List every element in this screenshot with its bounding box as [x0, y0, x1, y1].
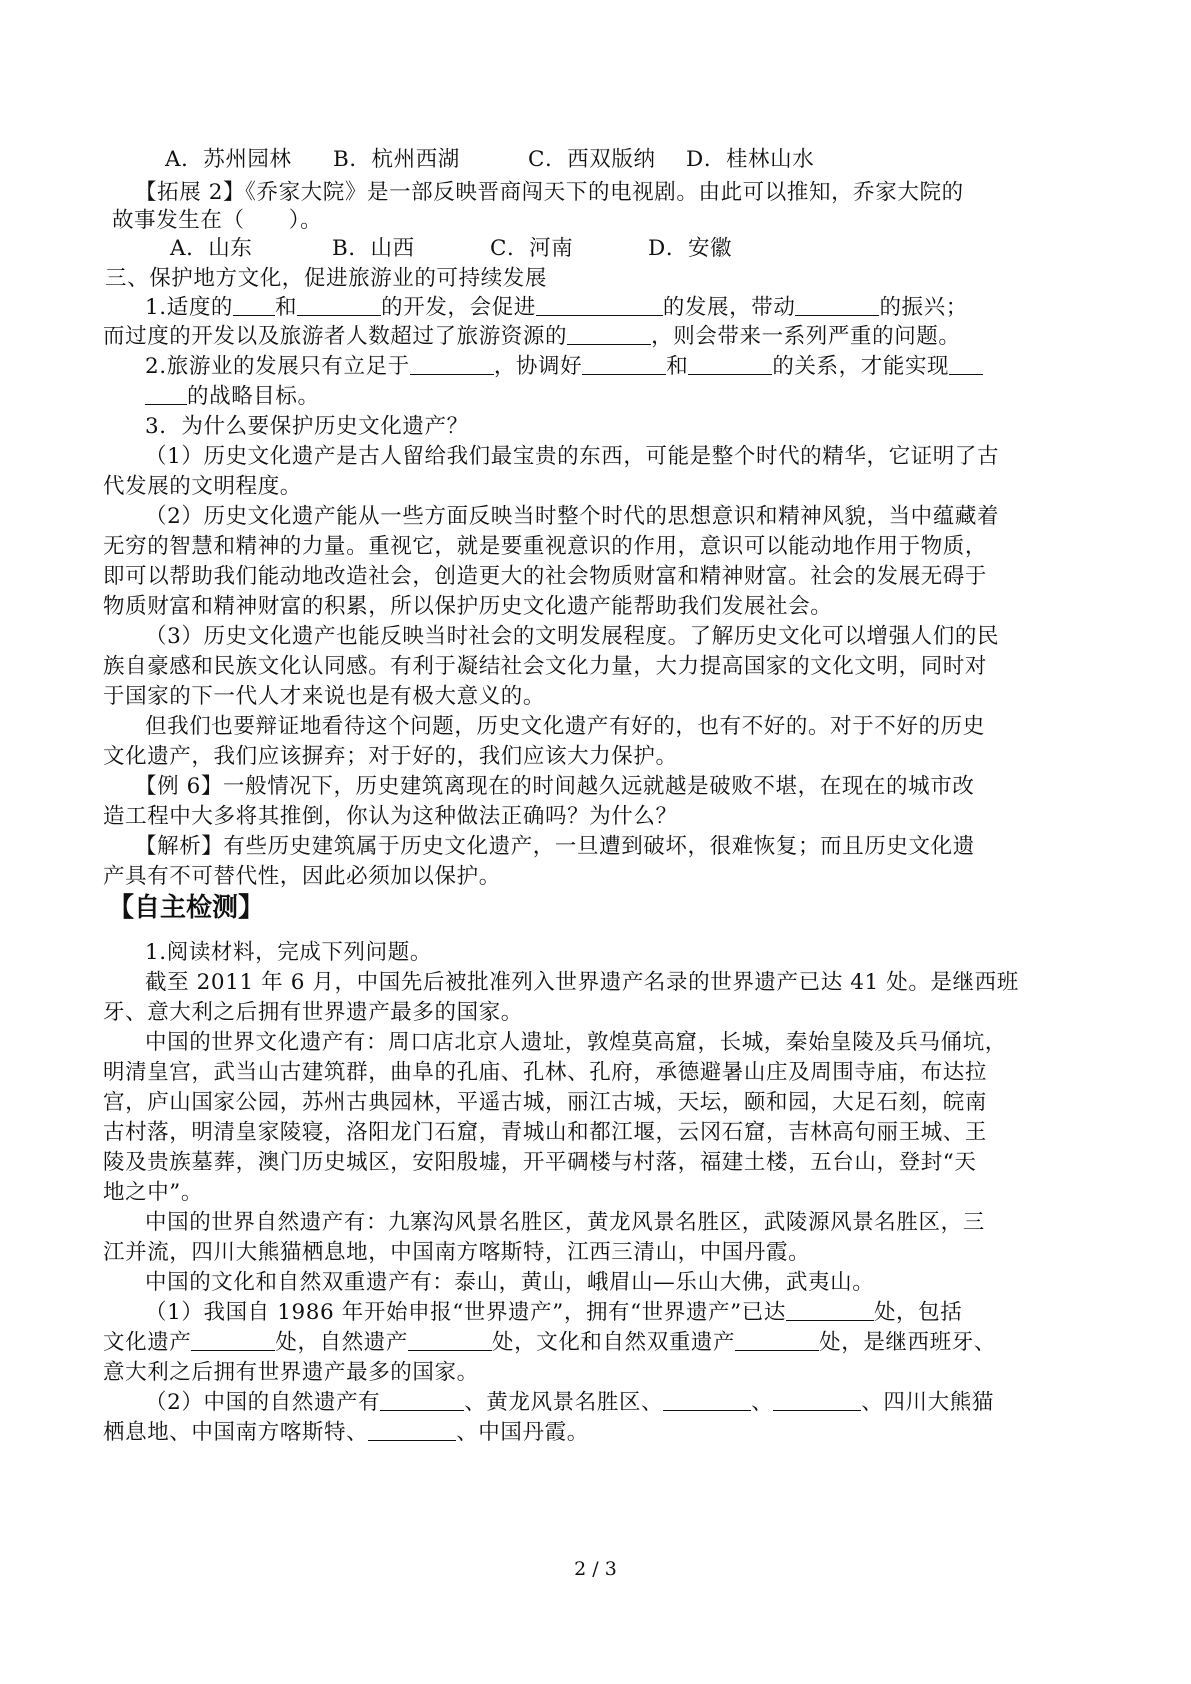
example-6-line1: 【例 6】一般情况下，历史建筑离现在的时间越久远就越是破败不堪，在现在的城市改	[135, 774, 975, 799]
sub-q2-line2: 栖息地、中国南方喀斯特、 、中国丹霞。	[103, 1420, 589, 1445]
reason-2-line4: 物质财富和精神财富的积累，所以保护历史文化遗产能帮助我们发展社会。	[103, 594, 833, 619]
blank[interactable]	[735, 1328, 819, 1351]
options-row-ext2	[170, 232, 1145, 266]
analysis-line1: 【解析】有些历史建筑属于历史文化遗产，一旦遭到破坏，很难恢复；而且历史文化遗	[135, 834, 975, 859]
reason-1-line2: 代发展的文明程度。	[103, 474, 302, 499]
option-b: B．杭州西湖	[333, 147, 460, 172]
section3-title: 三、保护地方文化，促进旅游业的可持续发展	[105, 266, 548, 291]
option-c: C．河南	[490, 236, 574, 261]
blank[interactable]	[191, 1328, 275, 1351]
option-d: D．安徽	[648, 236, 733, 261]
ext2-line1: 【拓展 2】《乔家大院》是一部反映晋商闯天下的电视剧。由此可以推知，乔家大院的	[135, 180, 964, 205]
blank[interactable]	[567, 322, 651, 345]
blank[interactable]	[233, 293, 275, 316]
blank[interactable]	[773, 1388, 861, 1411]
reason-2-line2: 无穷的智慧和精神的力量。重视它，就是要重视意识的作用，意识可以能动地作用于物质，	[103, 534, 988, 559]
blank[interactable]	[410, 352, 494, 375]
reason-2-line1: （2）历史文化遗产能从一些方面反映当时整个时代的思想意识和精神风貌，当中蕴藏着	[145, 504, 1000, 529]
blank[interactable]	[297, 293, 381, 316]
options-row-prev	[165, 143, 1140, 177]
blank[interactable]	[536, 293, 663, 316]
material-2-line1: 中国的世界文化遗产有：周口店北京人遗址，敦煌莫高窟，长城，秦始皇陵及兵马俑坑，	[145, 1030, 1007, 1055]
fill-line-2: 而过度的开发以及旅游者人数超过了旅游资源的 ，则会带来一系列严重的问题。	[103, 324, 961, 349]
sub-q2-line1: （2）中国的自然遗产有 、黄龙风景名胜区、 、 、四川大熊猫	[145, 1390, 994, 1415]
reason-3-line3: 于国家的下一代人才来说也是有极大意义的。	[103, 684, 546, 709]
reason-3-line2: 族自豪感和民族文化认同感。有利于凝结社会文化力量，大力提高国家的文化文明，同时对	[103, 654, 988, 679]
blank[interactable]	[786, 1298, 874, 1321]
option-d: D．桂林山水	[686, 147, 815, 172]
blank[interactable]	[688, 352, 772, 375]
blank[interactable]	[949, 352, 983, 375]
material-4: 中国的文化和自然双重遗产有：泰山，黄山，峨眉山—乐山大佛，武夷山。	[145, 1270, 875, 1295]
self-check-heading: 【自主检测】	[108, 893, 265, 923]
material-2-line2: 明清皇宫，武当山古建筑群，曲阜的孔庙、孔林、孔府，承德避暑山庄及周围寺庙，布达拉	[103, 1060, 988, 1085]
page-number: 2 / 3	[574, 1558, 617, 1580]
option-a: A．山东	[170, 236, 253, 261]
fill-line-1: 1.适度的 和 的开发，会促进 的发展，带动 的振兴；	[145, 295, 968, 320]
material-1-line2: 牙、意大利之后拥有世界遗产最多的国家。	[103, 1000, 523, 1025]
material-2-line3: 宫，庐山国家公园，苏州古典园林，平遥古城，丽江古城，天坛，颐和园，大足石刻，皖南	[103, 1090, 988, 1115]
fill-line-4: 的战略目标。	[145, 380, 1120, 414]
blank[interactable]	[380, 1388, 464, 1411]
blank[interactable]	[582, 352, 666, 375]
fill-line-3: 2.旅游业的发展只有立足于 ，协调好 和 的关系，才能实现	[145, 350, 1120, 384]
sub-q1-line1: （1）我国自 1986 年开始申报“世界遗产”，拥有“世界遗产”已达 处，包括	[145, 1300, 963, 1325]
reason-1-line1: （1）历史文化遗产是古人留给我们最宝贵的东西，可能是整个时代的精华，它证明了古	[145, 444, 1000, 469]
ext2-line2: 故事发生在（ ）。	[112, 208, 323, 233]
blank[interactable]	[368, 1418, 456, 1441]
example-6-line2: 造工程中大多将其推倒，你认为这种做法正确吗？为什么？	[103, 804, 678, 829]
q1-prompt: 1.阅读材料，完成下列问题。	[145, 940, 432, 965]
sub-q1-line3: 意大利之后拥有世界遗产最多的国家。	[103, 1360, 479, 1385]
option-b: B．山西	[332, 236, 415, 261]
analysis-line2: 产具有不可替代性，因此必须加以保护。	[103, 864, 501, 889]
reason-3-line1: （3）历史文化遗产也能反映当时社会的文明发展程度。了解历史文化可以增强人们的民	[145, 624, 1000, 649]
material-2-line4: 古村落，明清皇家陵寝，洛阳龙门石窟，青城山和都江堰，云冈石窟，吉林高句丽王城、王	[103, 1120, 988, 1145]
dialectic-line1: 但我们也要辩证地看待这个问题，历史文化遗产有好的，也有不好的。对于不好的历史	[145, 714, 985, 739]
blank[interactable]	[663, 1388, 751, 1411]
blank[interactable]	[408, 1328, 492, 1351]
material-2-line5: 陵及贵族墓葬，澳门历史城区，安阳殷墟，开平碉楼与村落，福建土楼，五台山，登封“天	[103, 1150, 977, 1175]
material-1-line1: 截至 2011 年 6 月，中国先后被批准列入世界遗产名录的世界遗产已达 41 处。是继西班	[145, 970, 1019, 995]
dialectic-line2: 文化遗产，我们应该摒弃；对于好的，我们应该大力保护。	[103, 744, 678, 769]
material-3-line2: 江并流，四川大熊猫栖息地，中国南方喀斯特，江西三清山，中国丹霞。	[103, 1240, 811, 1265]
material-3-line1: 中国的世界自然遗产有：九寨沟风景名胜区，黄龙风景名胜区，武陵源风景名胜区，三	[145, 1210, 985, 1235]
reason-2-line3: 即可以帮助我们能动地改造社会，创造更大的社会物质财富和精神财富。社会的发展无碍于	[103, 564, 988, 589]
material-2-line6: 地之中”。	[103, 1180, 203, 1205]
blank[interactable]	[795, 293, 879, 316]
option-c: C．西双版纳	[528, 147, 656, 172]
blank[interactable]	[145, 382, 187, 405]
option-a: A．苏州园林	[165, 147, 292, 172]
sub-q1-line2: 文化遗产 处，自然遗产 处，文化和自然双重遗产 处，是继西班牙、	[103, 1330, 996, 1355]
question-3: 3．为什么要保护历史文化遗产？	[145, 414, 469, 439]
